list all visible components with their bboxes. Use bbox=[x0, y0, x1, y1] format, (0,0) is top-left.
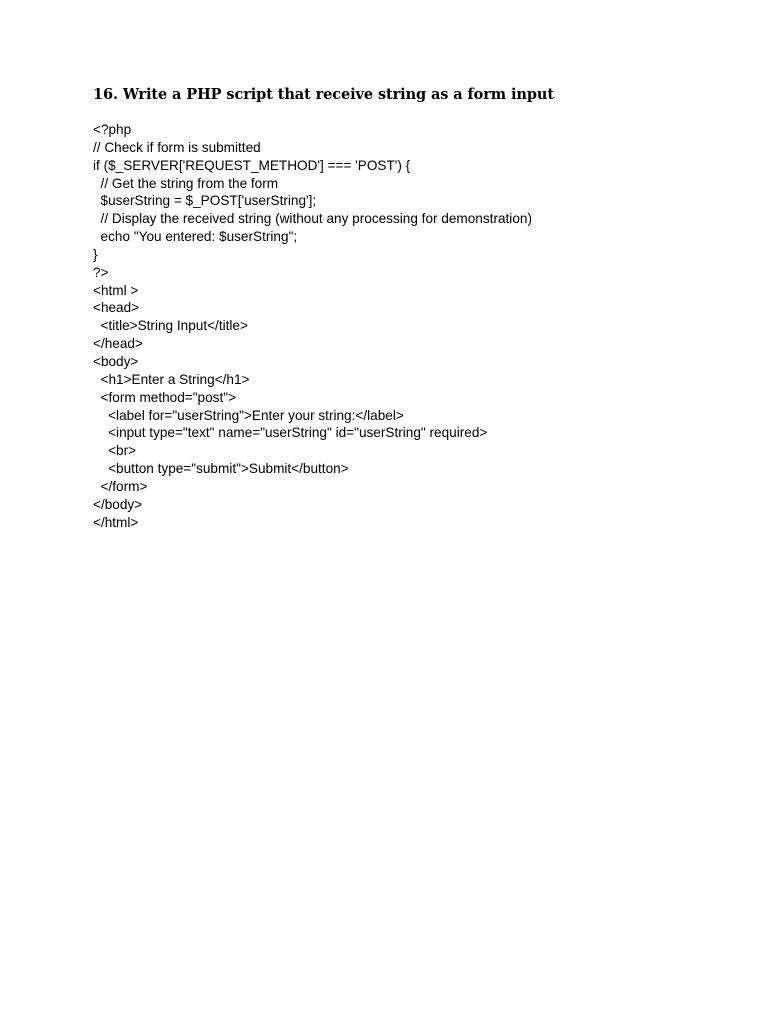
code-line: </form> bbox=[93, 478, 148, 494]
code-listing bbox=[93, 121, 532, 531]
code-line: <button type="submit">Submit</button> bbox=[93, 461, 349, 477]
code-line: <input type="text" name="userString" id="userString" required> bbox=[93, 425, 488, 441]
question-heading: 16. Write a PHP script that receive string as a form input bbox=[93, 86, 554, 103]
code-line: // Display the received string (without any processing for demonstration) bbox=[93, 211, 532, 227]
code-line: <title>String Input</title> bbox=[93, 318, 248, 334]
code-line: <html > bbox=[93, 282, 139, 298]
code-line: <head> bbox=[93, 300, 140, 316]
code-line: <?php bbox=[93, 122, 132, 137]
code-line: <form method="post"> bbox=[93, 389, 237, 405]
code-line: <label for="userString">Enter your string:</label> bbox=[93, 407, 404, 423]
code-line: </html> bbox=[93, 514, 139, 530]
code-line: if ($_SERVER['REQUEST_METHOD'] === 'POST') { bbox=[93, 157, 411, 173]
code-line: $userString = $_POST['userString']; bbox=[93, 193, 317, 209]
code-line: // Get the string from the form bbox=[93, 175, 279, 191]
code-line: <body> bbox=[93, 353, 139, 369]
code-line: // Check if form is submitted bbox=[93, 139, 261, 155]
code-line: </body> bbox=[93, 496, 143, 512]
code-line: </head> bbox=[93, 336, 143, 352]
code-line: } bbox=[93, 246, 98, 262]
code-line: ?> bbox=[93, 264, 109, 280]
code-line: echo "You entered: $userString"; bbox=[93, 229, 298, 245]
code-line: <br> bbox=[93, 443, 137, 459]
code-line: <h1>Enter a String</h1> bbox=[93, 371, 250, 387]
